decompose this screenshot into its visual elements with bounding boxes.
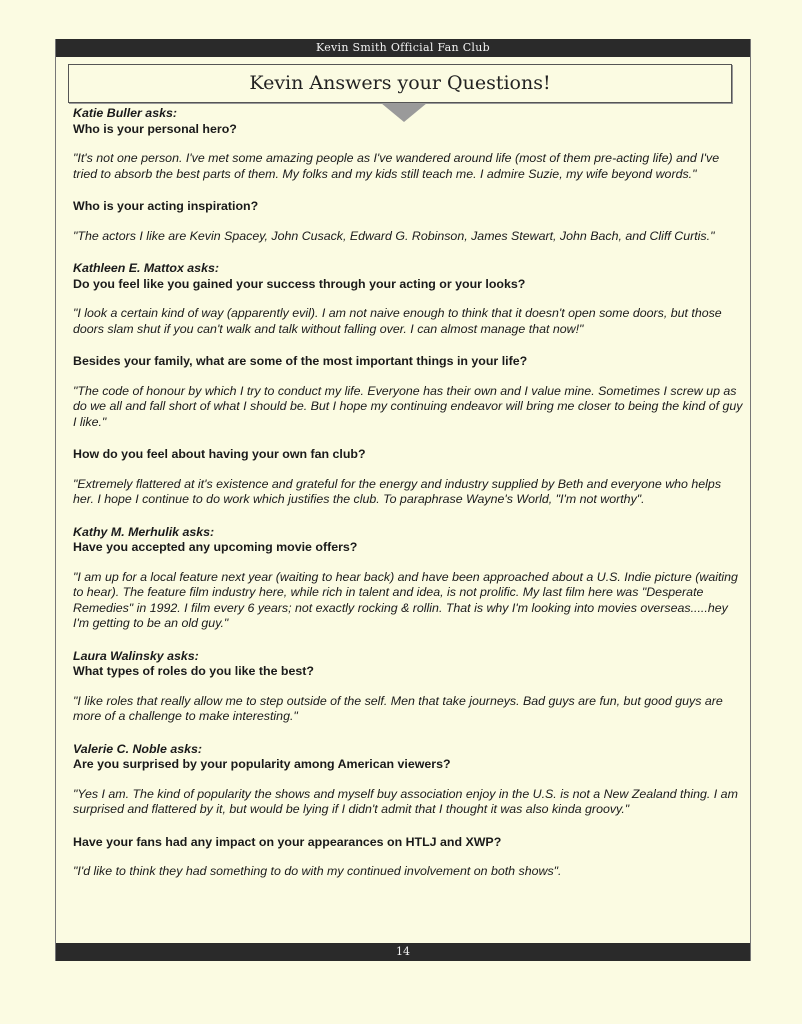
- qa-asker: Katie Buller asks:: [73, 106, 177, 120]
- qa-answer: "Yes I am. The kind of popularity the shows and myself buy association enjoy in the U.S. is not a New Zealand thing. I am surprised and flattered by it, but would be lying if I didn't admit that I thought it was also kinda groovy.": [73, 786, 738, 816]
- qa-question: Who is your acting inspiration?: [73, 199, 259, 213]
- qa-question: How do you feel about having your own fan club?: [73, 447, 366, 461]
- qa-question: Have your fans had any impact on your appearances on HTLJ and XWP?: [73, 834, 502, 849]
- qa-question: Who is your personal hero?: [73, 121, 237, 136]
- qa-answer: "It's not one person. I've met some amazing people as I've wandered around life (most of them pre-acting life) and I've tried to absorb the best parts of them. My folks and my kids still teach me. I admire Suzie, my wife beyond words.": [73, 151, 720, 181]
- qa-question: Have you accepted any upcoming movie offers?: [73, 540, 358, 554]
- qa-question: What types of roles do you like the best?: [73, 664, 314, 678]
- qa-asker: Valerie C. Noble asks:: [73, 741, 203, 756]
- page-title: Kevin Answers your Questions!: [68, 64, 732, 103]
- qa-question: Are you surprised by your popularity among American viewers?: [73, 757, 451, 771]
- qa-answer: "The code of honour by which I try to conduct my life. Everyone has their own and I value mine. Sometimes I screw up as do we all and fall short of what I should be. But I hope my continuing endeavor will bring me closer to being the kind of guy I like.": [73, 383, 743, 429]
- qa-answer: "The actors I like are Kevin Spacey, John Cusack, Edward G. Robinson, James Stewart, John Bach, and Cliff Curtis.": [73, 228, 715, 243]
- qa-question: Besides your family, what are some of the most important things in your life?: [73, 354, 528, 368]
- page-number: 14: [56, 943, 750, 961]
- qa-answer: "I'd like to think they had something to do with my continued involvement on both shows".: [73, 864, 562, 878]
- newsletter-page: [55, 39, 751, 961]
- qa-asker: Kathleen E. Mattox asks:: [73, 261, 219, 275]
- qa-asker: Kathy M. Merhulik asks:: [73, 524, 215, 539]
- qa-answer: "I look a certain kind of way (apparently evil). I am not naive enough to think that it doesn't open some doors, but those doors slam shut if you can't walk and talk without falling over. I can almost manage that now!": [73, 306, 722, 336]
- qa-asker: Laura Walinsky asks:: [73, 648, 199, 663]
- qa-answer: "I like roles that really allow me to step outside of the self. Men that take journeys. Bad guys are fun, but good guys are more of a challenge to make interesting.": [73, 693, 723, 723]
- qa-answer: "Extremely flattered at it's existence and grateful for the energy and industry supplied by Beth and everyone who helps her. I hope I continue to do work which justifies the club. To paraphrase Wayne's World, "I'm not worthy".: [73, 476, 722, 506]
- qa-content: [73, 106, 743, 880]
- header-bar: Kevin Smith Official Fan Club: [56, 39, 750, 57]
- qa-answer: "I am up for a local feature next year (waiting to hear back) and have been approached about a U.S. Indie picture (waiting to hear). The feature film industry here, while rich in talent and idea, is not prolific. My last film here was "Desperate Remedies" in 1992. I film every 6 years; not exactly rocking & rollin. That is why I'm looking into movies overseas.....hey I'm getting to be an old guy.": [73, 569, 738, 630]
- qa-question: Do you feel like you gained your success through your acting or your looks?: [73, 276, 526, 291]
